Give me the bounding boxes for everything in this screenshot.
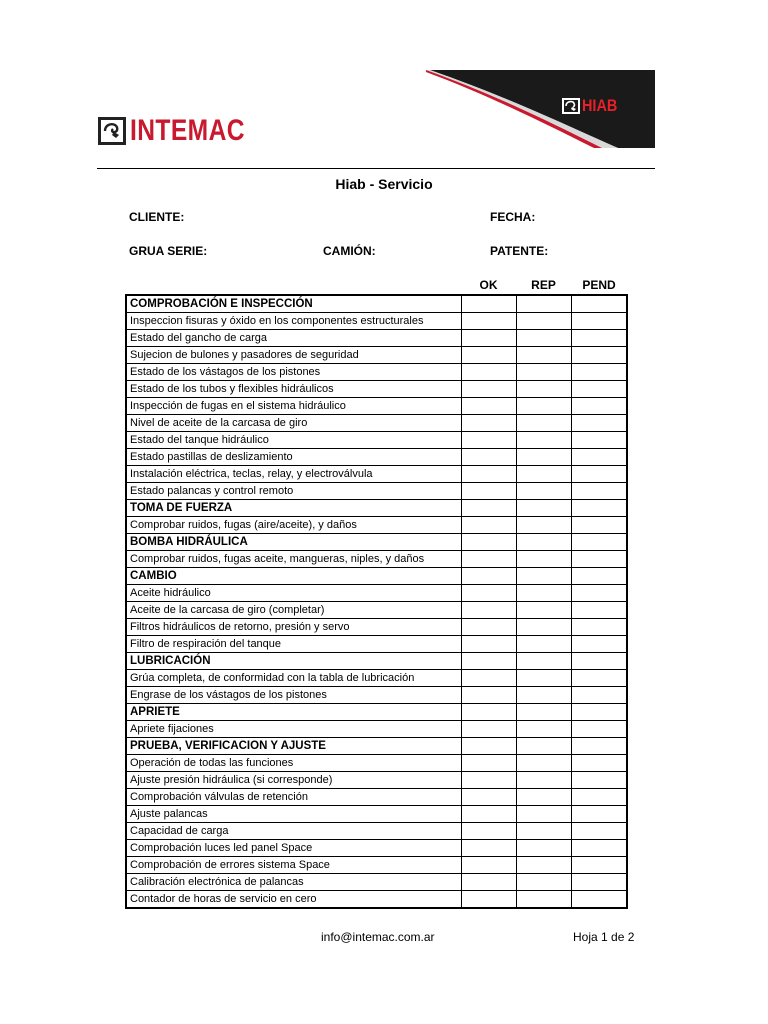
checkbox-cell-pend[interactable] [571,551,627,568]
section-row [126,738,627,755]
checkbox-cell-pend[interactable] [571,483,627,500]
section-row [126,534,627,551]
checkbox-cell-rep[interactable] [516,449,571,466]
checkbox-cell-pend[interactable] [571,364,627,381]
checkbox-cell-ok[interactable] [461,466,516,483]
checkbox-cell-pend[interactable] [571,636,627,653]
header-divider [97,168,655,169]
checklist-item-label: Comprobación válvulas de retención [126,789,461,806]
checklist-item-label: Contador de horas de servicio en cero [126,891,461,909]
checkbox-cell-ok[interactable] [461,483,516,500]
checklist-item-label: Comprobación de errores sistema Space [126,857,461,874]
column-headers [0,278,768,294]
column-header-rep: REP [531,278,556,292]
checkbox-cell-ok[interactable] [461,891,516,909]
checklist-item-label: Estado del tanque hidráulico [126,432,461,449]
checklist-item-label: Aceite hidráulico [126,585,461,602]
checkbox-cell-ok[interactable] [461,295,516,313]
checkbox-cell-rep[interactable] [516,466,571,483]
checkbox-cell-pend[interactable] [571,398,627,415]
section-row [126,704,627,721]
checkbox-cell-pend[interactable] [571,891,627,909]
checkbox-cell-pend[interactable] [571,670,627,687]
checklist-row [126,789,627,806]
checklist-item-label: Sujecion de bulones y pasadores de seguridad [126,347,461,364]
checklist-row [126,364,627,381]
checkbox-cell-ok[interactable] [461,347,516,364]
checklist-row [126,432,627,449]
checkbox-cell-rep[interactable] [516,381,571,398]
checkbox-cell-ok[interactable] [461,381,516,398]
checkbox-cell-rep[interactable] [516,347,571,364]
checkbox-cell-ok[interactable] [461,653,516,670]
checkbox-cell-rep[interactable] [516,483,571,500]
checklist-item-label: Estado de los vástagos de los pistones [126,364,461,381]
checkbox-cell-pend[interactable] [571,806,627,823]
section-heading: CAMBIO [126,568,461,585]
checklist-row [126,772,627,789]
checkbox-cell-ok[interactable] [461,517,516,534]
page-title: Hiab - Servicio [335,176,433,192]
checkbox-cell-rep[interactable] [516,330,571,347]
checkbox-cell-ok[interactable] [461,602,516,619]
checkbox-cell-ok[interactable] [461,330,516,347]
checkbox-cell-rep[interactable] [516,602,571,619]
column-header-pend: PEND [582,278,616,292]
checkbox-cell-pend[interactable] [571,823,627,840]
checkbox-cell-ok[interactable] [461,449,516,466]
checkbox-cell-rep[interactable] [516,551,571,568]
checkbox-cell-pend[interactable] [571,347,627,364]
checkbox-cell-rep[interactable] [516,789,571,806]
checkbox-cell-pend[interactable] [571,653,627,670]
hiab-wordmark: HIAB [582,96,618,115]
checklist-item-label: Comprobar ruidos, fugas (aire/aceite), y daños [126,517,461,534]
checkbox-cell-ok[interactable] [461,534,516,551]
checkbox-cell-rep[interactable] [516,738,571,755]
checkbox-cell-pend[interactable] [571,874,627,891]
ram-head-icon [562,98,580,114]
checklist-row [126,415,627,432]
checkbox-cell-pend[interactable] [571,313,627,330]
checklist-row [126,381,627,398]
footer-email: info@intemac.com.ar [321,930,435,944]
checkbox-cell-pend[interactable] [571,534,627,551]
section-heading: LUBRICACIÓN [126,653,461,670]
checkbox-cell-rep[interactable] [516,806,571,823]
ram-head-icon [98,117,126,145]
checkbox-cell-ok[interactable] [461,585,516,602]
checklist-row [126,619,627,636]
checkbox-cell-rep[interactable] [516,670,571,687]
section-heading: PRUEBA, VERIFICACION Y AJUSTE [126,738,461,755]
checklist-row [126,857,627,874]
checklist-row [126,330,627,347]
intemac-wordmark: INTEMAC [130,114,245,147]
checkbox-cell-pend[interactable] [571,295,627,313]
footer-page-number: Hoja 1 de 2 [573,930,635,944]
checkbox-cell-ok[interactable] [461,619,516,636]
checkbox-cell-rep[interactable] [516,364,571,381]
checkbox-cell-rep[interactable] [516,295,571,313]
camion-label: CAMIÓN: [323,244,376,258]
checkbox-cell-pend[interactable] [571,602,627,619]
checkbox-cell-rep[interactable] [516,840,571,857]
section-row [126,653,627,670]
checkbox-cell-rep[interactable] [516,619,571,636]
checklist-row [126,517,627,534]
checklist-row [126,585,627,602]
checkbox-cell-pend[interactable] [571,432,627,449]
checkbox-cell-ok[interactable] [461,551,516,568]
fecha-label: FECHA: [490,210,536,224]
checkbox-cell-ok[interactable] [461,738,516,755]
checklist-row [126,398,627,415]
section-heading: COMPROBACIÓN E INSPECCIÓN [126,295,461,313]
section-row [126,295,627,313]
checklist-item-label: Engrase de los vástagos de los pistones [126,687,461,704]
checklist-row [126,840,627,857]
checkbox-cell-pend[interactable] [571,755,627,772]
checklist-row [126,449,627,466]
checkbox-cell-rep[interactable] [516,585,571,602]
checkbox-cell-ok[interactable] [461,500,516,517]
section-row [126,568,627,585]
checkbox-cell-rep[interactable] [516,687,571,704]
checkbox-cell-ok[interactable] [461,721,516,738]
section-heading: APRIETE [126,704,461,721]
checkbox-cell-ok[interactable] [461,670,516,687]
checkbox-cell-ok[interactable] [461,806,516,823]
column-header-ok: OK [479,278,498,292]
checkbox-cell-pend[interactable] [571,772,627,789]
checklist-row [126,602,627,619]
checkbox-cell-ok[interactable] [461,636,516,653]
checklist-item-label: Estado pastillas de deslizamiento [126,449,461,466]
checklist-row [126,551,627,568]
checkbox-cell-ok[interactable] [461,568,516,585]
checklist-item-label: Filtros hidráulicos de retorno, presión y servo [126,619,461,636]
checkbox-cell-ok[interactable] [461,840,516,857]
checkbox-cell-ok[interactable] [461,874,516,891]
checklist-row [126,466,627,483]
checklist-row [126,891,627,909]
checkbox-cell-pend[interactable] [571,721,627,738]
patente-label: PATENTE: [490,244,549,258]
checkbox-cell-pend[interactable] [571,500,627,517]
checkbox-cell-rep[interactable] [516,568,571,585]
checkbox-cell-pend[interactable] [571,619,627,636]
checkbox-cell-ok[interactable] [461,857,516,874]
checklist-row [126,721,627,738]
checklist-item-label: Grúa completa, de conformidad con la tabla de lubricación [126,670,461,687]
checkbox-cell-pend[interactable] [571,466,627,483]
checkbox-cell-ok[interactable] [461,364,516,381]
checkbox-cell-ok[interactable] [461,755,516,772]
checkbox-cell-pend[interactable] [571,330,627,347]
checklist-item-label: Comprobar ruidos, fugas aceite, mangueras, niples, y daños [126,551,461,568]
section-heading: TOMA DE FUERZA [126,500,461,517]
checklist-row [126,823,627,840]
checklist-item-label: Estado de los tubos y flexibles hidráulicos [126,381,461,398]
checkbox-cell-rep[interactable] [516,721,571,738]
checklist-item-label: Aceite de la carcasa de giro (completar) [126,602,461,619]
checkbox-cell-ok[interactable] [461,789,516,806]
grua-serie-label: GRUA SERIE: [129,244,208,258]
checkbox-cell-pend[interactable] [571,704,627,721]
section-heading: BOMBA HIDRÁULICA [126,534,461,551]
checklist-row [126,313,627,330]
checkbox-cell-rep[interactable] [516,891,571,909]
checklist-item-label: Capacidad de carga [126,823,461,840]
checklist-item-label: Nivel de aceite de la carcasa de giro [126,415,461,432]
service-checklist-table [125,294,628,909]
hiab-logo [562,96,624,116]
checklist-row [126,755,627,772]
checklist-item-label: Calibración electrónica de palancas [126,874,461,891]
checkbox-cell-ok[interactable] [461,313,516,330]
checkbox-cell-rep[interactable] [516,313,571,330]
checkbox-cell-rep[interactable] [516,500,571,517]
checklist-item-label: Ajuste presión hidráulica (si corresponde) [126,772,461,789]
checkbox-cell-pend[interactable] [571,381,627,398]
checkbox-cell-rep[interactable] [516,857,571,874]
checkbox-cell-pend[interactable] [571,738,627,755]
checkbox-cell-ok[interactable] [461,823,516,840]
checklist-row [126,806,627,823]
checkbox-cell-rep[interactable] [516,823,571,840]
checkbox-cell-pend[interactable] [571,585,627,602]
checklist-item-label: Instalación eléctrica, teclas, relay, y electroválvula [126,466,461,483]
cliente-label: CLIENTE: [129,210,185,224]
checklist-row [126,483,627,500]
checklist-item-label: Estado del gancho de carga [126,330,461,347]
checklist-item-label: Operación de todas las funciones [126,755,461,772]
checklist-row [126,687,627,704]
checkbox-cell-rep[interactable] [516,772,571,789]
checkbox-cell-rep[interactable] [516,534,571,551]
checkbox-cell-pend[interactable] [571,568,627,585]
checkbox-cell-ok[interactable] [461,432,516,449]
checkbox-cell-pend[interactable] [571,517,627,534]
checkbox-cell-rep[interactable] [516,398,571,415]
checkbox-cell-ok[interactable] [461,772,516,789]
checklist-row [126,874,627,891]
checklist-row [126,636,627,653]
checkbox-cell-rep[interactable] [516,415,571,432]
checklist-item-label: Ajuste palancas [126,806,461,823]
checkbox-cell-ok[interactable] [461,687,516,704]
checklist-item-label: Inspección de fugas en el sistema hidráulico [126,398,461,415]
checklist-item-label: Apriete fijaciones [126,721,461,738]
checklist-item-label: Comprobación luces led panel Space [126,840,461,857]
section-row [126,500,627,517]
checkbox-cell-rep[interactable] [516,517,571,534]
checkbox-cell-rep[interactable] [516,874,571,891]
checkbox-cell-ok[interactable] [461,415,516,432]
checkbox-cell-pend[interactable] [571,415,627,432]
checkbox-cell-pend[interactable] [571,449,627,466]
checklist-row [126,670,627,687]
checklist-item-label: Inspeccion fisuras y óxido en los componentes estructurales [126,313,461,330]
checkbox-cell-pend[interactable] [571,857,627,874]
checkbox-cell-rep[interactable] [516,755,571,772]
intemac-logo [98,114,270,148]
checkbox-cell-rep[interactable] [516,653,571,670]
checkbox-cell-rep[interactable] [516,636,571,653]
checkbox-cell-pend[interactable] [571,789,627,806]
checklist-item-label: Estado palancas y control remoto [126,483,461,500]
checkbox-cell-pend[interactable] [571,687,627,704]
checkbox-cell-rep[interactable] [516,704,571,721]
checkbox-cell-ok[interactable] [461,704,516,721]
checkbox-cell-ok[interactable] [461,398,516,415]
checkbox-cell-pend[interactable] [571,840,627,857]
checklist-row [126,347,627,364]
checklist-item-label: Filtro de respiración del tanque [126,636,461,653]
checkbox-cell-rep[interactable] [516,432,571,449]
